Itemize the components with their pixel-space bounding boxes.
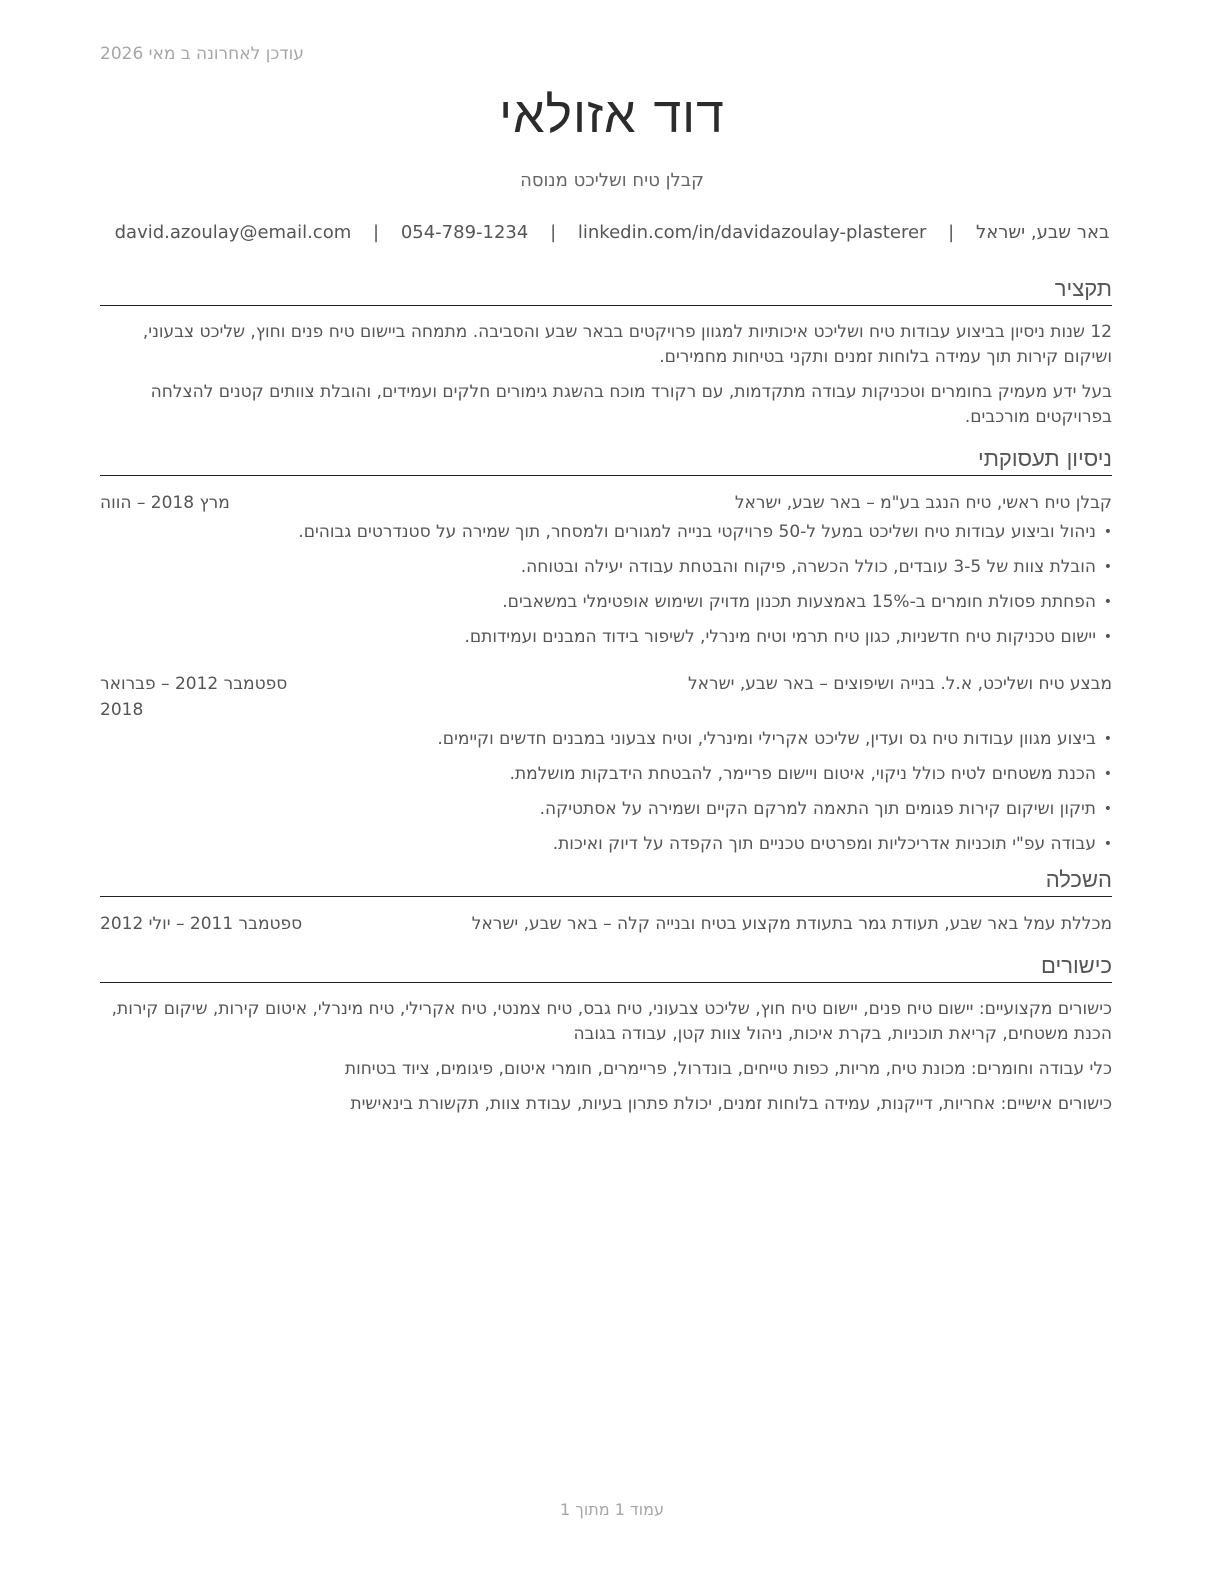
job-header bbox=[100, 671, 1112, 723]
job-bullet: • הפחתת פסולת חומרים ב-15% באמצעות תכנון מדויק ושימוש אופטימלי במשאבים. bbox=[100, 590, 1112, 614]
contact-linkedin[interactable]: linkedin.com/in/davidazoulay-plasterer bbox=[577, 222, 927, 243]
last-updated-note: עודכן לאחרונה ב מאי 2026 bbox=[100, 44, 304, 64]
job-bullet: • יישום טכניקות טיח חדשניות, כגון טיח תרמי וטיח מינרלי, לשיפור בידוד המבנים ועמידותם. bbox=[100, 625, 1112, 649]
skills-line: כישורים מקצועיים: יישום טיח פנים, יישום טיח חוץ, שליכט צבעוני, טיח גבס, טיח צמנטי, טיח אקרילי, טיח מינרלי, איטום קירות, שיקום קירות, הכנת משטחים, קריאת תוכניות, בקרת איכות, ניהול צוות קטן, עבודה בגובה bbox=[111, 999, 1112, 1044]
skills-line: כלי עבודה וחומרים: מכונת טיח, מריות, כפות טייחים, בונדרול, פריימרים, חומרי איטום, פיגומים, ציוד בטיחות bbox=[344, 1059, 1112, 1079]
summary-paragraph: 12 שנות ניסיון בביצוע עבודות טיח ושליכט איכותיות למגוון פרויקטים בבאר שבע והסביבה. מתמחה ביישום טיח פנים וחוץ, שליכט צבעוני, ושיקום קירות תוך עמידה בלוחות זמנים ותקני בטיחות מחמירים. bbox=[142, 322, 1112, 367]
job-title: מבצע טיח ושליכט, א.ל. בנייה ושיפוצים – באר שבע, ישראל bbox=[688, 674, 1112, 694]
candidate-name: דוד אזולאי bbox=[499, 86, 725, 144]
job-bullet: • הכנת משטחים לטיח כולל ניקוי, איטום ויישום פריימר, להבטחת הידבקות מושלמת. bbox=[100, 762, 1112, 786]
page-number: עמוד 1 מתוך 1 bbox=[560, 1500, 664, 1519]
job-entry bbox=[100, 490, 1112, 649]
summary-paragraph: בעל ידע מעמיק בחומרים וטכניקות עבודה מתקדמות, עם רקורד מוכח בהשגת גימורים חלקים ועמידים, והובלת צוותים קטנים להצלחה בפרויקטים מורכבים. bbox=[150, 382, 1112, 427]
summary-section bbox=[100, 276, 1112, 430]
job-bullet: • עבודה עפ"י תוכניות אדריכליות ומפרטים טכניים תוך הקפדה על דיוק ואיכות. bbox=[100, 832, 1112, 856]
experience-section bbox=[100, 446, 1112, 856]
section-title-summary: תקציר bbox=[100, 276, 1112, 306]
contact-separator: | bbox=[373, 222, 380, 243]
contact-phone[interactable]: 054-789-1234 bbox=[400, 222, 529, 243]
job-bullet: • ביצוע מגוון עבודות טיח גס ועדין, שליכט אקרילי ומינרלי, וטיח צבעוני במבנים חדשים וקיימים. bbox=[100, 727, 1112, 751]
job-bullet: • הובלת צוות של 3-5 עובדים, כולל הכשרה, פיקוח והבטחת עבודה יעילה ובטוחה. bbox=[100, 555, 1112, 579]
education-entry bbox=[100, 911, 1112, 937]
education-title: מכללת עמל באר שבע, תעודת גמר בתעודת מקצוע בטיח ובנייה קלה – באר שבע, ישראל bbox=[471, 914, 1112, 934]
education-section bbox=[100, 867, 1112, 937]
job-dates: ספטמבר 2012 – פברואר 2018 bbox=[100, 674, 288, 720]
job-bullet: • ניהול וביצוע עבודות טיח ושליכט במעל ל-50 פרויקטי בנייה למגורים ולמסחר, תוך שמירה על סטנדרטים גבוהים. bbox=[100, 520, 1112, 544]
contact-separator: | bbox=[948, 222, 955, 243]
section-title-education: השכלה bbox=[100, 867, 1112, 897]
resume-body bbox=[100, 276, 1112, 1127]
contact-line bbox=[0, 222, 1224, 243]
skills-section bbox=[100, 953, 1112, 1117]
job-dates: מרץ 2018 – הווה bbox=[100, 493, 230, 513]
contact-separator: | bbox=[550, 222, 557, 243]
contact-location: באר שבע, ישראל bbox=[975, 222, 1110, 243]
job-bullets bbox=[100, 520, 1112, 649]
contact-email[interactable]: david.azoulay@email.com bbox=[114, 222, 352, 243]
job-title: קבלן טיח ראשי, טיח הנגב בע"מ – באר שבע, ישראל bbox=[734, 493, 1112, 513]
job-header bbox=[100, 490, 1112, 516]
section-title-experience: ניסיון תעסוקתי bbox=[100, 446, 1112, 476]
job-bullets bbox=[100, 727, 1112, 856]
education-dates: ספטמבר 2011 – יולי 2012 bbox=[100, 914, 303, 934]
candidate-subtitle: קבלן טיח ושליכט מנוסה bbox=[520, 170, 704, 191]
job-bullet: • תיקון ושיקום קירות פגומים תוך התאמה למרקם הקיים ושמירה על אסתטיקה. bbox=[100, 797, 1112, 821]
skills-line: כישורים אישיים: אחריות, דייקנות, עמידה בלוחות זמנים, יכולת פתרון בעיות, עבודת צוות, תקשורת בינאישית bbox=[350, 1094, 1112, 1114]
job-entry bbox=[100, 671, 1112, 856]
section-title-skills: כישורים bbox=[100, 953, 1112, 983]
